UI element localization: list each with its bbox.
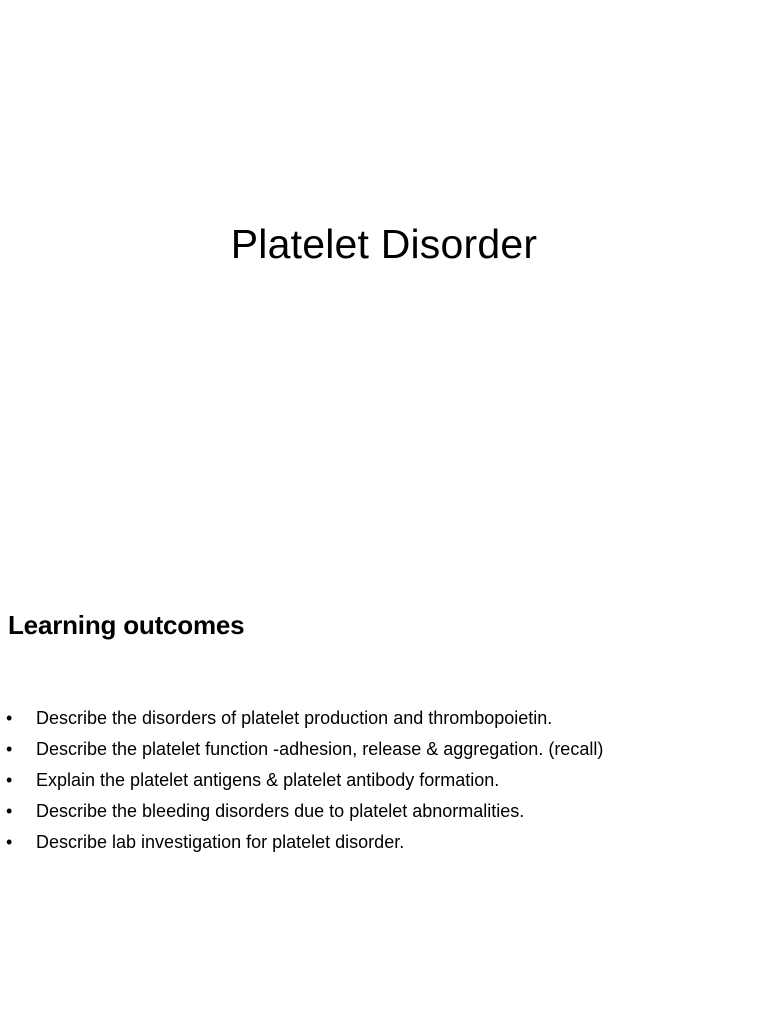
list-item (0, 703, 768, 734)
bullet-icon: • (6, 770, 13, 790)
bullet-icon: • (6, 708, 13, 728)
list-item (0, 734, 768, 765)
list-item-text: Describe the platelet function -adhesion, release & aggregation. (recall) (36, 739, 604, 759)
list-item-text: Describe the bleeding disorders due to platelet abnormalities. (36, 801, 525, 821)
list-item-text: Describe the disorders of platelet production and thrombopoietin. (36, 708, 553, 728)
learning-outcomes-list (0, 703, 768, 858)
bullet-icon: • (6, 739, 13, 759)
list-item (0, 796, 768, 827)
list-item-text: Describe lab investigation for platelet disorder. (36, 832, 405, 852)
bullet-icon: • (6, 832, 13, 852)
list-item (0, 827, 768, 858)
list-item-text: Explain the platelet antigens & platelet antibody formation. (36, 770, 500, 790)
list-item (0, 765, 768, 796)
learning-outcomes-heading: Learning outcomes (8, 610, 245, 640)
bullet-icon: • (6, 801, 13, 821)
page-title: Platelet Disorder (230, 221, 538, 267)
